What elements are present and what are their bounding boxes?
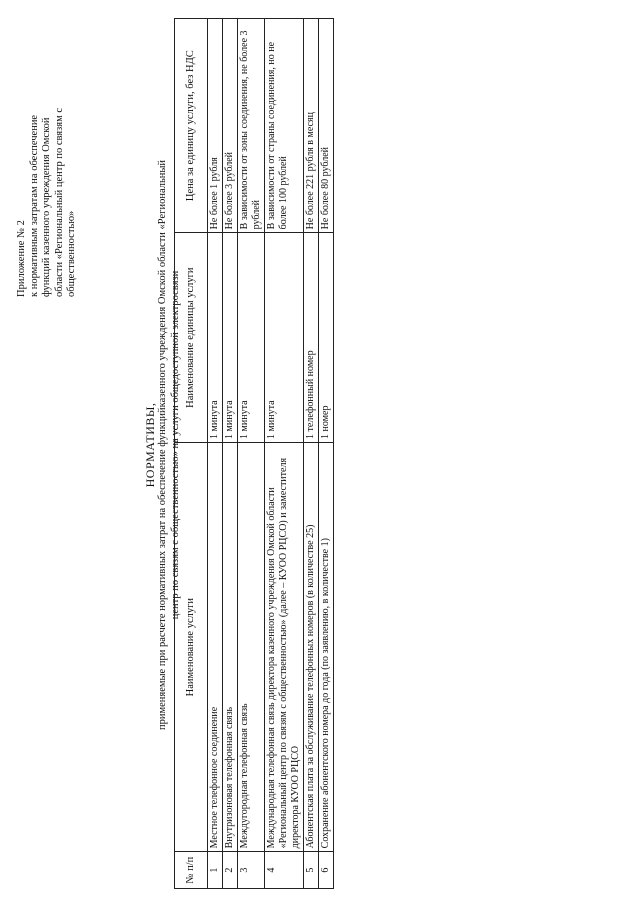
row-price: Не более 1 рубля [208,19,223,233]
appendix-line: общественностью» [66,210,77,297]
row-price: В зависимости от страны соединения, но не более 100 рублей [265,19,304,233]
row-name: Абонентская плата за обслуживание телефонных номеров (в количестве 25) [304,442,319,851]
row-price: Не более 80 рублей [319,19,334,233]
row-unit: 1 телефонный номер [304,233,319,443]
row-num: 6 [319,852,334,889]
row-num: 4 [265,852,304,889]
row-unit: 1 минута [223,233,238,443]
row-name: Междугородная телефонная связь [238,442,265,851]
row-price: Не более 221 рубля в месяц [304,19,319,233]
row-num: 5 [304,852,319,889]
header-price: Цена за единицу услуги, без НДС [175,19,208,233]
row-num: 1 [208,852,223,889]
table-row [265,19,304,889]
table-row [319,19,334,889]
document-subtitle: применяемые при расчете нормативных затрат на обеспечение функцийказенного учреждения Омской области «Региональный центр по связям с общественностью» на услуги общедоступной электросвязи [157,159,181,731]
header-name: Наименование услуги [175,442,208,851]
table-row [238,19,265,889]
row-price: Не более 3 рублей [223,19,238,233]
appendix-line: функций казенного учреждения Омской [41,117,52,297]
table-header-row [175,19,208,889]
row-num: 3 [238,852,265,889]
row-unit: 1 номер [319,233,334,443]
norms-table [174,18,334,889]
row-num: 2 [223,852,238,889]
row-unit: 1 минута [265,233,304,443]
row-name: Местное телефонное соединение [208,442,223,851]
row-price: В зависимости от зоны соединения, не более 3 рублей [238,19,265,233]
header-num: № п/п [175,852,208,889]
appendix-line: области «Региональный центр по связям с [53,107,65,297]
row-name: Внутризоновая телефонная связь [223,442,238,851]
appendix-line: Приложение № 2 [16,220,27,297]
header-unit: Наименование единицы услуги [175,233,208,443]
row-name: Международная телефонная связь директора казенного учреждения Омской области «Региональный центр по связям с общественностью» (далее – КУОО РЦСО) и заместителя директора КУОО РЦСО [265,442,304,851]
document-title: НОРМАТИВЫ, [143,402,157,488]
appendix-note [16,27,79,297]
table-row [304,19,319,889]
table-row [208,19,223,889]
table-row [223,19,238,889]
appendix-line: к нормативным затратам на обеспечение [28,114,40,297]
row-unit: 1 минута [208,233,223,443]
row-name: Сохранение абонентского номера до года (по заявлению, в количестве 1) [319,442,334,851]
row-unit: 1 минута [238,233,265,443]
